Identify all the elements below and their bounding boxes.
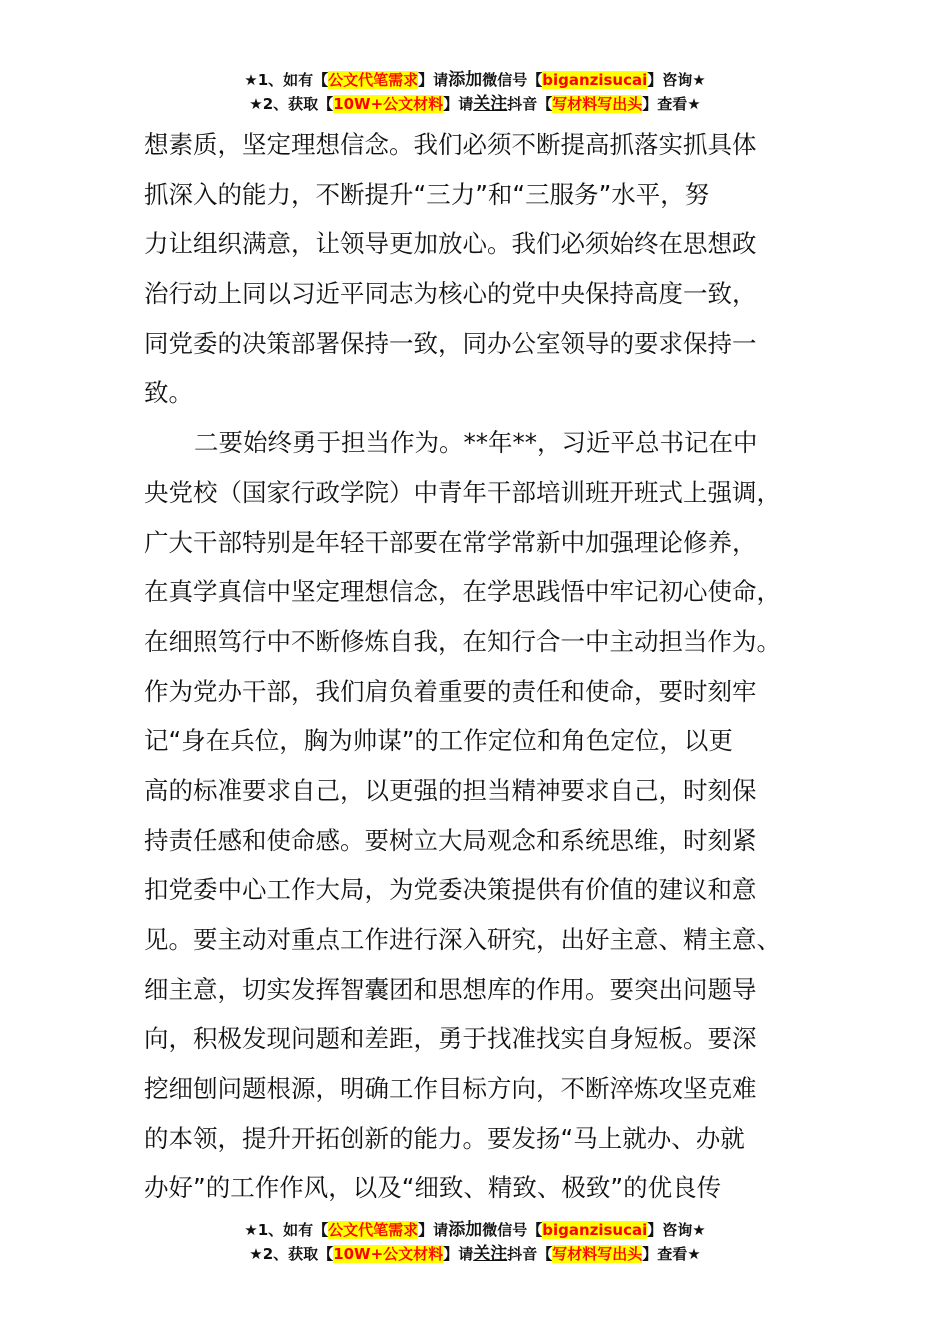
promo-line-1: ★1、如有【公文代笔需求】请添加微信号【biganzisucai】咨询★ bbox=[244, 70, 706, 90]
text-line: 挖细刨问题根源，明确工作目标方向，不断淬炼攻坚克难 bbox=[144, 1074, 757, 1104]
text-line: 作为党办干部，我们肩负着重要的责任和使命，要时刻牢 bbox=[144, 676, 757, 706]
text-line: 想素质，坚定理想信念。我们必须不断提高抓落实抓具体 bbox=[144, 130, 757, 159]
header-promo-banner bbox=[0, 68, 950, 116]
highlight-materials: 10W+公文材料 bbox=[333, 95, 444, 113]
text-line: 记“身在兵位，胸为帅谋”的工作定位和角色定位，以更 bbox=[144, 726, 733, 756]
text-line: 央党校（国家行政学院）中青年干部培训班开班式上强调， bbox=[144, 477, 781, 507]
text-line: 见。要主动对重点工作进行深入研究，出好主意、精主意、 bbox=[144, 925, 781, 954]
highlight-wechat-id: biganzisucai bbox=[542, 71, 648, 89]
paragraph-start-line: 二要始终勇于担当作为。**年**，习近平总书记在中 bbox=[194, 428, 758, 458]
promo-line-2: ★2、获取【10W+公文材料】请关注抖音【写材料写出头】查看★ bbox=[249, 94, 701, 114]
highlight-service: 公文代笔需求 bbox=[328, 71, 419, 89]
text-line: 致。 bbox=[144, 378, 193, 408]
text-line: 扣党委中心工作大局，为党委决策提供有价值的建议和意 bbox=[144, 875, 757, 905]
footer-promo-banner bbox=[0, 1218, 950, 1266]
promo-line-1: ★1、如有【公文代笔需求】请添加微信号【biganzisucai】咨询★ bbox=[244, 1220, 706, 1240]
highlight-wechat-id: biganzisucai bbox=[542, 1221, 648, 1239]
document-body bbox=[144, 120, 804, 1213]
text-line: 的本领，提升开拓创新的能力。要发扬“马上就办、办就 bbox=[144, 1123, 745, 1153]
highlight-douyin-account: 写材料写出头 bbox=[552, 95, 643, 113]
text-line: 办好”的工作作风，以及“细致、精致、极致”的优良传 bbox=[144, 1173, 722, 1203]
promo-line-2: ★2、获取【10W+公文材料】请关注抖音【写材料写出头】查看★ bbox=[249, 1244, 701, 1264]
highlight-materials: 10W+公文材料 bbox=[333, 1245, 444, 1263]
text-line: 广大干部特别是年轻干部要在常学常新中加强理论修养， bbox=[144, 527, 757, 557]
text-line: 力让组织满意，让领导更加放心。我们必须始终在思想政 bbox=[144, 229, 757, 259]
text-line: 在细照笃行中不断修炼自我，在知行合一中主动担当作为。 bbox=[144, 626, 781, 656]
text-line: 高的标准要求自己，以更强的担当精神要求自己，时刻保 bbox=[144, 775, 757, 805]
text-line: 在真学真信中坚定理想信念，在学思践悟中牢记初心使命， bbox=[144, 577, 781, 607]
text-line: 向，积极发现问题和差距，勇于找准找实自身短板。要深 bbox=[144, 1024, 757, 1054]
text-line: 同党委的决策部署保持一致，同办公室领导的要求保持一 bbox=[144, 328, 757, 358]
text-line: 细主意，切实发挥智囊团和思想库的作用。要突出问题导 bbox=[144, 974, 757, 1004]
text-line: 抓深入的能力，不断提升“三力”和“三服务”水平，努 bbox=[144, 179, 710, 209]
highlight-service: 公文代笔需求 bbox=[328, 1221, 419, 1239]
text-line: 持责任感和使命感。要树立大局观念和系统思维，时刻紧 bbox=[144, 825, 757, 855]
text-line: 治行动上同以习近平同志为核心的党中央保持高度一致， bbox=[144, 279, 757, 309]
highlight-douyin-account: 写材料写出头 bbox=[552, 1245, 643, 1263]
